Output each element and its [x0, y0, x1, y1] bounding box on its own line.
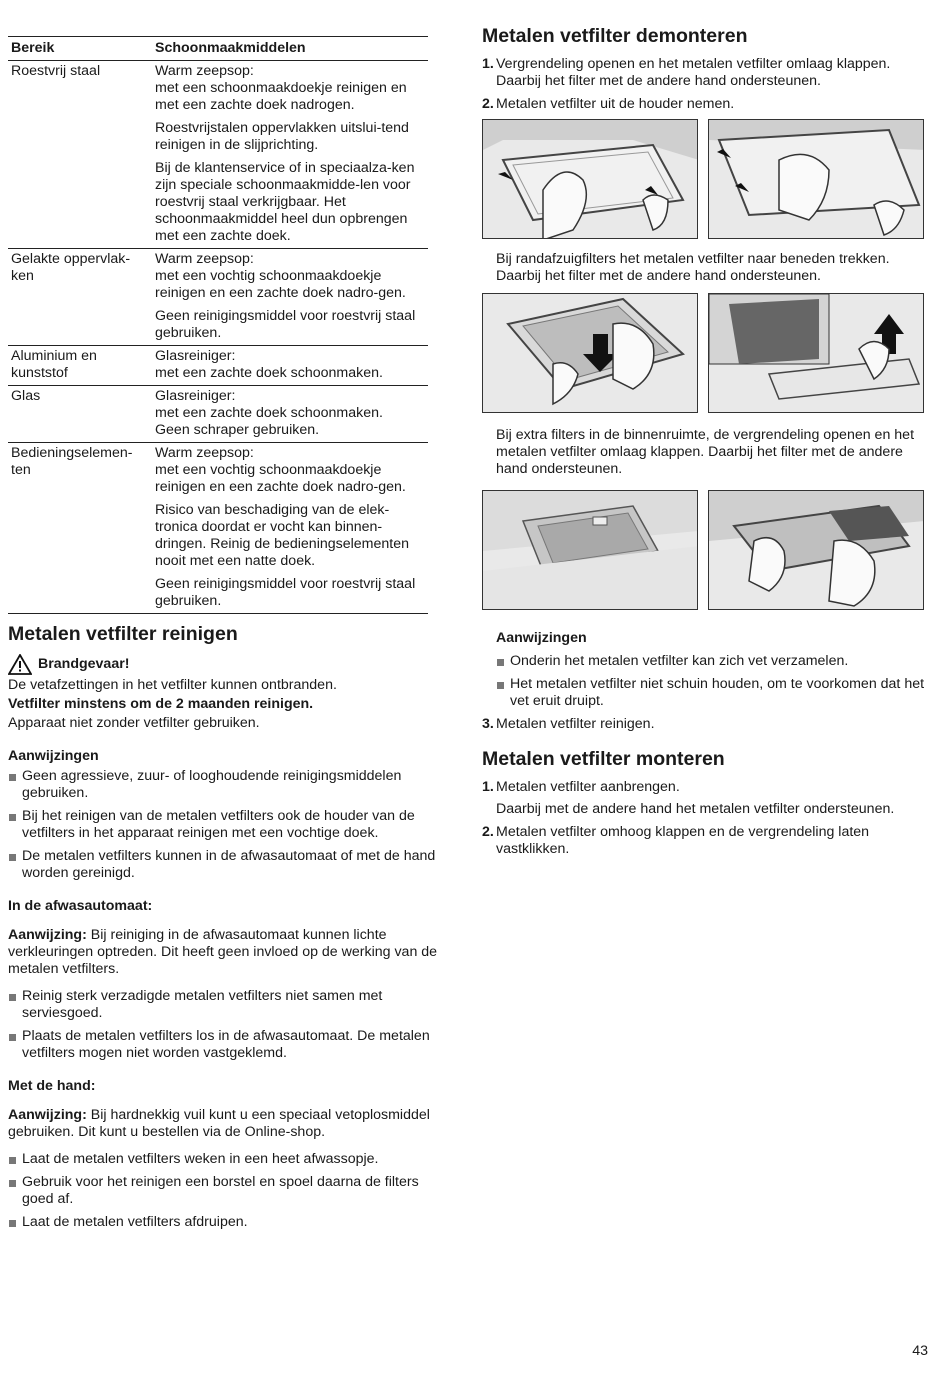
step-item	[482, 56, 930, 90]
step-text	[496, 779, 894, 818]
clean-notes-list	[8, 768, 448, 882]
list-item: Gebruik voor het reinigen een borstel en spoel daarna de filters goed af.	[8, 1174, 448, 1208]
hand-list	[8, 1151, 448, 1231]
row-agent	[152, 346, 428, 386]
clean-notes-heading: Aanwijzingen	[8, 748, 99, 764]
row-area: Glas	[8, 386, 152, 443]
cell-text: Geen reinigingsmiddel voor roestvrij staal gebruiken.	[155, 576, 416, 609]
row-agent	[152, 443, 428, 614]
step-number: 1.	[482, 779, 494, 795]
remove-notes-heading: Aanwijzingen	[496, 630, 587, 646]
illustration-extra-filter	[482, 490, 698, 610]
step-number: 3.	[482, 716, 494, 732]
list-item: Laat de metalen vetfilters weken in een heet afwassopje.	[8, 1151, 448, 1168]
illustration-remove-filter	[708, 119, 924, 239]
illustration-unlock-filter	[482, 119, 698, 239]
header-agent: Schoonmaakmiddelen	[152, 37, 428, 61]
step-item	[482, 824, 930, 858]
clean-interval: Vetfilter minstens om de 2 maanden reinigen.	[8, 696, 314, 712]
dishwasher-heading: In de afwasautomaat:	[8, 898, 153, 914]
cell-text: Glasreiniger: met een zachte doek schoonmaken.	[155, 348, 383, 381]
fire-warning	[8, 654, 448, 675]
step-number: 1.	[482, 56, 494, 72]
image-row-extra	[482, 490, 930, 610]
row-area: Roestvrij staal	[8, 61, 152, 249]
step-number: 2.	[482, 824, 494, 840]
cell-text: Risico van beschadiging van de elek-tronica doordat er vocht kan binnen-dringen. Reinig de bedieningselementen nooit met een natte doek.	[155, 502, 409, 569]
warning-label: Brandgevaar!	[38, 656, 130, 672]
list-item: Bij het reinigen van de metalen vetfilters ook de houder van de vetfilters in het apparaat reinigen met een vochtige doek.	[8, 808, 448, 842]
cell-text: Glasreiniger: met een zachte doek schoonmaken. Geen schraper gebruiken.	[155, 388, 383, 438]
step-item	[482, 96, 930, 113]
left-column	[8, 36, 448, 1237]
step-text: Vergrendeling openen en het metalen vetfilter omlaag klappen. Daarbij het filter met de andere hand ondersteunen.	[496, 56, 891, 89]
cell-text: Roestvrijstalen oppervlakken uitslui-tend reinigen in de slijprichting.	[155, 120, 409, 153]
image-row-edge	[482, 293, 930, 413]
hand-heading: Met de hand:	[8, 1078, 96, 1094]
hand-note	[8, 1107, 448, 1141]
step-main: Metalen vetfilter aanbrengen.	[496, 779, 680, 795]
extra-filter-text: Bij extra filters in de binnenruimte, de vergrendeling openen en het metalen vetfilter omlaag klappen. Daarbij het filter met de andere hand ondersteunen.	[496, 427, 915, 477]
dishwasher-note-label: Aanwijzing:	[8, 927, 87, 943]
warning-triangle-icon	[8, 654, 32, 675]
step-item	[482, 779, 930, 818]
step-text: Metalen vetfilter omhoog klappen en de vergrendeling laten vastklikken.	[496, 824, 870, 857]
edge-filter-text: Bij randafzuigfilters het metalen vetfilter naar beneden trekken. Daarbij het filter met de andere hand ondersteunen.	[496, 251, 890, 284]
step-text: Metalen vetfilter uit de houder nemen.	[496, 96, 735, 112]
illustration-edge-filter-pull	[482, 293, 698, 413]
cell-text: Warm zeepsop: met een vochtig schoonmaakdoekje reinigen en een zachte doek nadro-gen.	[155, 251, 406, 301]
row-area: Gelakte oppervlak-ken	[8, 249, 152, 346]
remove-notes-list	[496, 653, 930, 710]
right-column	[482, 24, 930, 864]
hand-note-label: Aanwijzing:	[8, 1107, 87, 1123]
mount-steps	[482, 779, 930, 858]
cell-text: Bij de klantenservice of in speciaalza-ken zijn speciale schoonmaakmidde-len voor roestvrij staal verkrijgbaar. Het schoonmaakmiddel heel dun opbrengen met een zachte doek.	[155, 160, 415, 244]
table-row	[8, 249, 428, 346]
illustration-edge-filter-lift	[708, 293, 924, 413]
dishwasher-note	[8, 927, 448, 978]
mount-section-title: Metalen vetfilter monteren	[482, 748, 725, 770]
remove-step-3	[482, 716, 930, 733]
header-area: Bereik	[8, 37, 152, 61]
step-number: 2.	[482, 96, 494, 112]
cell-text: Warm zeepsop: met een vochtig schoonmaakdoekje reinigen en een zachte doek nadro-gen.	[155, 445, 406, 495]
table-row	[8, 346, 428, 386]
table-row	[8, 443, 428, 614]
list-item: Reinig sterk verzadigde metalen vetfilters niet samen met serviesgoed.	[8, 988, 448, 1022]
list-item: Laat de metalen vetfilters afdruipen.	[8, 1214, 448, 1231]
clean-section-title: Metalen vetfilter reinigen	[8, 623, 238, 645]
row-agent	[152, 249, 428, 346]
table-row	[8, 61, 428, 249]
step-sub: Daarbij met de andere hand het metalen vetfilter ondersteunen.	[496, 801, 895, 817]
clean-no-filter: Apparaat niet zonder vetfilter gebruiken.	[8, 715, 260, 731]
cell-text: Warm zeepsop: met een schoonmaakdoekje reinigen en met een zachte doek nadrogen.	[155, 63, 407, 113]
image-row-remove	[482, 119, 930, 239]
hand-note-text: Bij hardnekkig vuil kunt u een speciaal vetoplosmiddel gebruiken. Dit kunt u bestellen via de Online-shop.	[8, 1107, 430, 1140]
list-item: Het metalen vetfilter niet schuin houden, om te voorkomen dat het vet eruit druipt.	[496, 676, 930, 710]
row-area: Bedieningselemen-ten	[8, 443, 152, 614]
dishwasher-list	[8, 988, 448, 1062]
table-header-row	[8, 37, 428, 61]
list-item: Onderin het metalen vetfilter kan zich vet verzamelen.	[496, 653, 930, 670]
row-agent	[152, 386, 428, 443]
table-row	[8, 386, 428, 443]
dishwasher-note-text: Bij reiniging in de afwasautomaat kunnen lichte verkleuringen optreden. Dit heeft geen invloed op de werking van de metalen vetfilters.	[8, 927, 438, 977]
remove-section-title: Metalen vetfilter demonteren	[482, 25, 748, 47]
list-item: Geen agressieve, zuur- of looghoudende reinigingsmiddelen gebruiken.	[8, 768, 448, 802]
cleaning-agents-table	[8, 36, 428, 614]
step-text: Metalen vetfilter reinigen.	[496, 716, 655, 732]
clean-intro: De vetafzettingen in het vetfilter kunnen ontbranden.	[8, 677, 337, 693]
row-agent	[152, 61, 428, 249]
list-item: De metalen vetfilters kunnen in de afwasautomaat of met de hand worden gereinigd.	[8, 848, 448, 882]
cell-text: Geen reinigingsmiddel voor roestvrij staal gebruiken.	[155, 308, 416, 341]
step-item	[482, 716, 930, 733]
remove-steps	[482, 56, 930, 113]
illustration-extra-filter-lower	[708, 490, 924, 610]
row-area: Aluminium en kunststof	[8, 346, 152, 386]
list-item: Plaats de metalen vetfilters los in de afwasautomaat. De metalen vetfilters mogen niet worden vastgeklemd.	[8, 1028, 448, 1062]
page-number: 43	[912, 1343, 928, 1359]
